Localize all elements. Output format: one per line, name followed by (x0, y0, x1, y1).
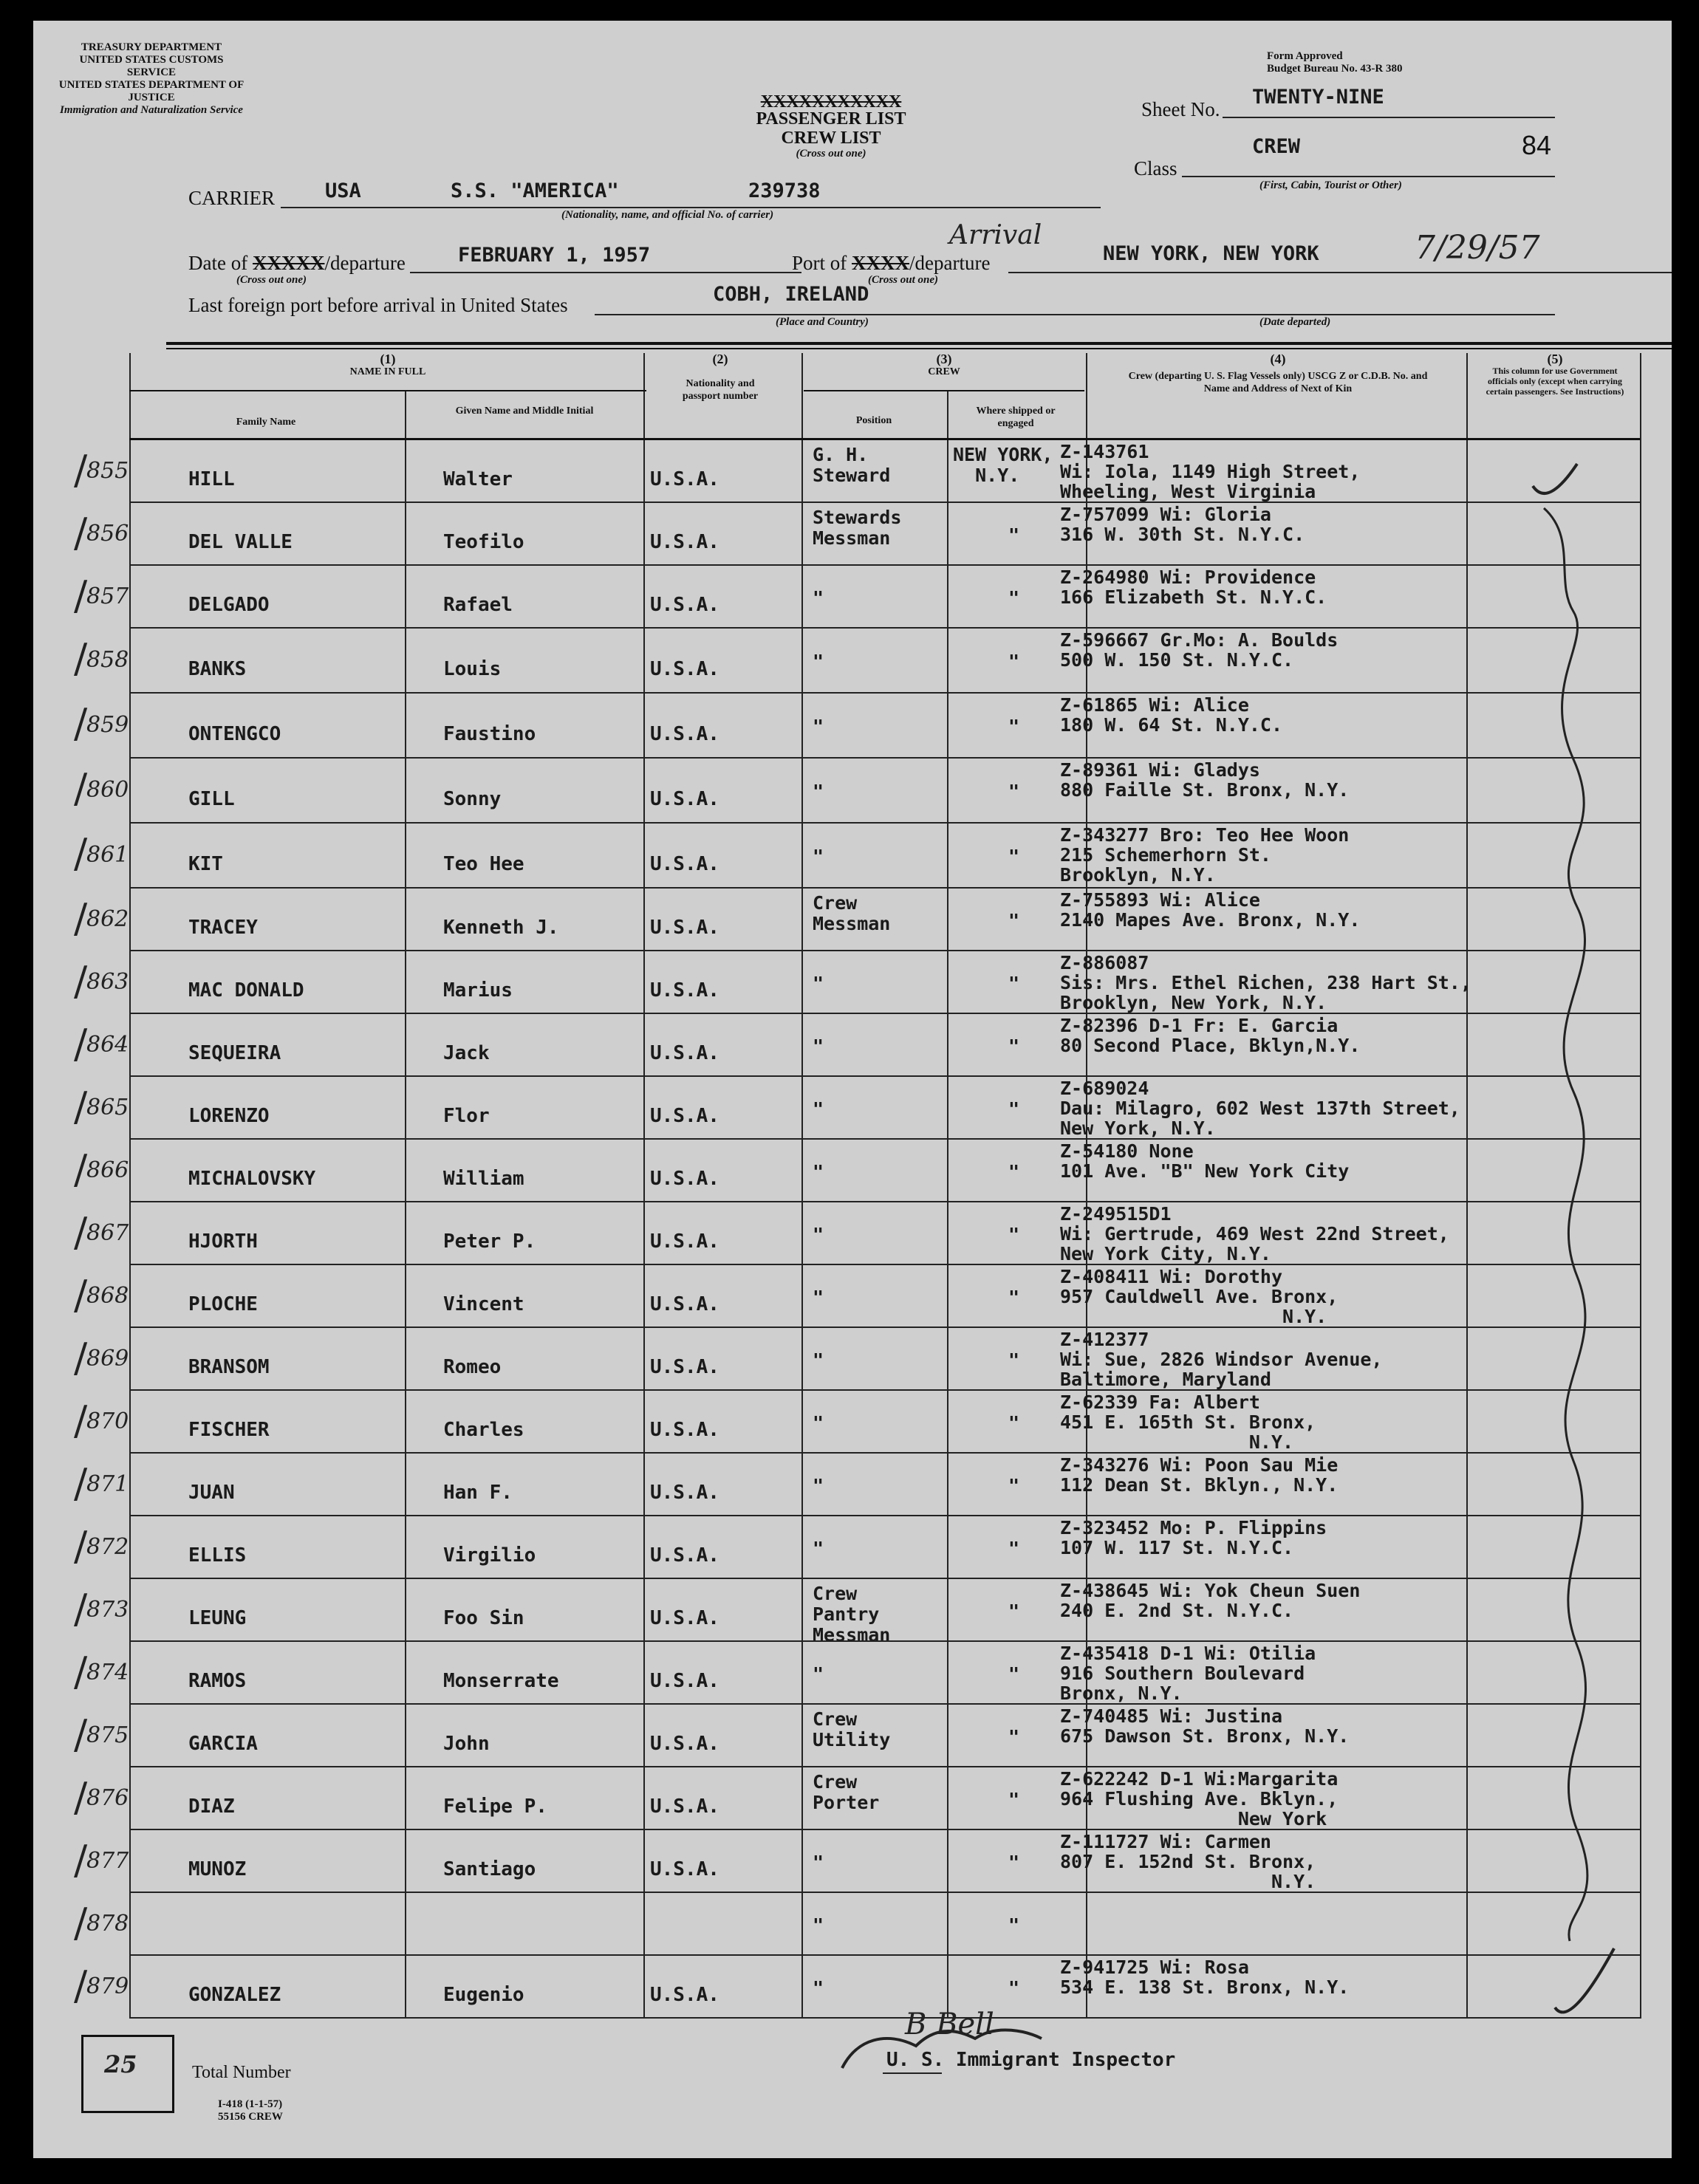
col1-num: (1) (380, 352, 396, 366)
col3a-header: Position (855, 415, 892, 426)
nationality: U.S.A. (650, 1356, 719, 1379)
row-number: 870 (86, 1408, 129, 1434)
where-shipped: " (1008, 1663, 1020, 1685)
sheet-value: TWENTY-NINE (1252, 86, 1384, 109)
row-number: 864 (86, 1031, 129, 1058)
title-struck: XXXXXXXXXXX (760, 92, 902, 112)
where-shipped: " (1008, 524, 1020, 546)
tick-mark-icon: / (74, 699, 88, 747)
col2-title: Nationality and passport number (682, 378, 759, 402)
position: " (813, 1976, 824, 1999)
given-name: Marius (443, 979, 513, 1002)
family-name: MICHALOVSKY (188, 1168, 316, 1191)
next-of-kin: Z-757099 Wi: Gloria 316 W. 30th St. N.Y.C. (1060, 504, 1305, 545)
given-name: Felipe P. (443, 1796, 547, 1818)
where-shipped: " (1008, 845, 1020, 867)
port-value: NEW YORK, NEW YORK (1103, 242, 1319, 265)
position: " (813, 1160, 824, 1182)
family-name: ELLIS (188, 1544, 247, 1567)
position: " (813, 715, 824, 737)
tick-mark-icon: / (74, 1459, 88, 1507)
nationality: U.S.A. (650, 1733, 719, 1756)
given-name: John (443, 1733, 490, 1756)
tick-mark-icon: / (74, 1083, 88, 1130)
nationality: U.S.A. (650, 722, 719, 745)
family-name: SEQUEIRA (188, 1042, 281, 1065)
form-approved-text: Form Approved (1267, 50, 1343, 62)
class-hint: (First, Cabin, Tourist or Other) (1259, 179, 1402, 191)
nationality: U.S.A. (650, 1544, 719, 1567)
port-label-post: /departure (909, 252, 991, 274)
row-number: 877 (86, 1847, 129, 1874)
date-cross-hint: (Cross out one) (236, 274, 307, 286)
next-of-kin: Z-408411 Wi: Dorothy 957 Cauldwell Ave. Bronx, N.Y. (1060, 1266, 1339, 1327)
carrier-label: CARRIER (188, 187, 276, 209)
check-mark-icon (1555, 1948, 1614, 2012)
next-of-kin: Z-62339 Fa: Albert 451 E. 165th St. Bronx, N.Y. (1060, 1391, 1316, 1453)
col2-num: (2) (712, 352, 728, 366)
tick-mark-icon: / (74, 1711, 88, 1758)
where-shipped: " (1008, 1537, 1020, 1559)
next-of-kin: Z-755893 Wi: Alice 2140 Mapes Ave. Bronx, N.Y. (1060, 889, 1361, 931)
where-shipped: " (1008, 1788, 1020, 1810)
row-number: 861 (86, 841, 129, 868)
inspector-signature: B Bell (905, 2007, 994, 2041)
nationality: U.S.A. (650, 787, 719, 810)
budget-bureau: Budget Bureau No. 43-R 380 (1267, 63, 1403, 75)
nationality: U.S.A. (650, 1042, 719, 1065)
tick-mark-icon: / (74, 1773, 88, 1821)
position: " (813, 650, 824, 672)
tick-mark-icon: / (74, 1836, 88, 1883)
position: " (813, 586, 824, 609)
given-name: Eugenio (443, 1984, 524, 2007)
where-shipped: " (1008, 780, 1020, 802)
nationality: U.S.A. (650, 1168, 719, 1191)
agency-line: UNITED STATES CUSTOMS SERVICE (79, 54, 224, 78)
position: " (813, 1914, 824, 1936)
position: " (813, 1537, 824, 1559)
given-name: Flor (443, 1105, 490, 1128)
col3b-header: Where shipped or engaged (976, 405, 1056, 429)
family-name: ONTENGCO (188, 722, 281, 745)
where-shipped: " (1008, 1098, 1020, 1120)
next-of-kin: Z-343277 Bro: Teo Hee Woon 215 Schemerhorn St. Brooklyn, N.Y. (1060, 824, 1350, 886)
where-shipped: " (1008, 909, 1020, 931)
position: " (813, 845, 824, 867)
position: Stewards Messman (813, 507, 902, 549)
next-of-kin: Z-412377 Wi: Sue, 2826 Windsor Avenue, Baltimore, Maryland (1060, 1329, 1383, 1390)
family-name: FISCHER (188, 1419, 270, 1442)
date-label-pre: Date of (188, 252, 248, 274)
family-name: GONZALEZ (188, 1984, 281, 2007)
row-number: 862 (86, 906, 129, 932)
row-number: 859 (86, 711, 129, 738)
position: " (813, 1098, 824, 1120)
where-shipped: " (1008, 1474, 1020, 1496)
carrier-name: S.S. "AMERICA" (451, 179, 619, 202)
tick-mark-icon: / (74, 1208, 88, 1256)
tick-mark-icon: / (74, 829, 88, 877)
next-of-kin: Z-264980 Wi: Providence 166 Elizabeth St. N.Y.C. (1060, 566, 1327, 608)
next-of-kin: Z-886087 Sis: Mrs. Ethel Richen, 238 Hart St., Brooklyn, New York, N.Y. (1060, 952, 1471, 1013)
given-name: Monserrate (443, 1670, 559, 1693)
nationality: U.S.A. (650, 1984, 719, 2007)
total-label: Total Number (192, 2063, 291, 2082)
family-name: DIAZ (188, 1796, 235, 1818)
row-number: 860 (86, 776, 129, 803)
col1-title: NAME IN FULL (349, 366, 426, 377)
family-name: MAC DONALD (188, 979, 304, 1002)
nationality: U.S.A. (650, 1419, 719, 1442)
given-name: Teo Hee (443, 852, 524, 875)
nationality: U.S.A. (650, 1670, 719, 1693)
last-port-value: COBH, IRELAND (713, 283, 869, 306)
nationality: U.S.A. (650, 917, 719, 939)
nationality: U.S.A. (650, 468, 719, 491)
inspector-title: U. S. Immigrant Inspector (886, 2049, 1176, 2071)
nationality: U.S.A. (650, 594, 719, 617)
row-number: 858 (86, 646, 129, 673)
position: Crew Pantry Messman (813, 1583, 891, 1646)
given-name: Charles (443, 1419, 524, 1442)
family-name: GARCIA (188, 1733, 258, 1756)
tick-mark-icon: / (74, 1397, 88, 1444)
port-cross-hint: (Cross out one) (868, 274, 939, 286)
col4-num: (4) (1270, 352, 1286, 366)
where-shipped: " (1008, 1223, 1020, 1245)
row-number: 867 (86, 1219, 129, 1246)
next-of-kin: Z-343276 Wi: Poon Sau Mie 112 Dean St. Bklyn., N.Y. (1060, 1454, 1339, 1496)
position: " (813, 780, 824, 802)
tick-mark-icon: / (74, 446, 88, 493)
nationality: U.S.A. (650, 1796, 719, 1818)
family-name: LEUNG (188, 1607, 247, 1630)
page-number: 84 (1522, 130, 1552, 160)
inspector-marks (33, 21, 1672, 2158)
tick-mark-icon: / (74, 1334, 88, 1381)
next-of-kin: Z-82396 D-1 Fr: E. Garcia 80 Second Place, Bklyn,N.Y. (1060, 1015, 1361, 1056)
row-number: 866 (86, 1157, 129, 1183)
given-name: William (443, 1168, 524, 1191)
row-number: 856 (86, 520, 129, 547)
total-box (81, 2035, 174, 2113)
wavy-line-icon (1544, 508, 1587, 1941)
next-of-kin: Z-740485 Wi: Justina 675 Dawson St. Bronx, N.Y. (1060, 1705, 1350, 1747)
next-of-kin: Z-438645 Wi: Yok Cheun Suen 240 E. 2nd St. N.Y.C. (1060, 1580, 1361, 1621)
row-number: 871 (86, 1471, 129, 1497)
row-number: 878 (86, 1910, 129, 1937)
carrier-hint: (Nationality, name, and official No. of carrier) (561, 209, 774, 221)
next-of-kin: Z-941725 Wi: Rosa 534 E. 138 St. Bronx, N.Y. (1060, 1957, 1350, 1998)
family-name: BANKS (188, 657, 247, 680)
family-name: LORENZO (188, 1105, 270, 1128)
given-name: Teofilo (443, 531, 524, 554)
nationality: U.S.A. (650, 657, 719, 680)
sheet-label: Sheet No. (1141, 98, 1220, 120)
class-label: Class (1134, 157, 1177, 179)
position: " (813, 1474, 824, 1496)
next-of-kin: Z-435418 D-1 Wi: Otilia 916 Southern Boulevard Bronx, N.Y. (1060, 1643, 1316, 1704)
carrier-number: 239738 (748, 179, 821, 202)
date-struck: XXXXX (252, 252, 325, 274)
where-shipped: " (1008, 1851, 1020, 1873)
handwritten-date: 7/29/57 (1415, 229, 1540, 267)
where-shipped: " (1008, 1349, 1020, 1371)
family-name: TRACEY (188, 917, 258, 939)
given-name: Faustino (443, 722, 536, 745)
nationality: U.S.A. (650, 1482, 719, 1505)
next-of-kin: Z-54180 None 101 Ave. "B" New York City (1060, 1140, 1350, 1182)
where-shipped: " (1008, 1411, 1020, 1434)
given-name: Jack (443, 1042, 490, 1065)
cross-out-hint: (Cross out one) (796, 148, 866, 160)
family-name: HJORTH (188, 1230, 258, 1253)
position: Crew Messman (813, 892, 891, 934)
next-of-kin: Z-596667 Gr.Mo: A. Boulds 500 W. 150 St. N.Y.C. (1060, 629, 1339, 671)
family-name: PLOCHE (188, 1293, 258, 1316)
col1b-header: Given Name and Middle Initial (455, 405, 594, 417)
tick-mark-icon: / (74, 764, 88, 812)
row-number: 879 (86, 1973, 129, 1999)
agency-line: UNITED STATES DEPARTMENT OF JUSTICE (58, 79, 245, 103)
row-number: 855 (86, 457, 129, 484)
row-number: 869 (86, 1345, 129, 1372)
tick-mark-icon: / (74, 509, 88, 556)
tick-mark-icon: / (74, 1648, 88, 1695)
given-name: Vincent (443, 1293, 524, 1316)
where-shipped: " (1008, 1725, 1020, 1747)
class-value: CREW (1252, 135, 1301, 158)
nationality: U.S.A. (650, 531, 719, 554)
inspector-underline (883, 2072, 942, 2074)
last-port-label: Last foreign port before arrival in United States (188, 294, 568, 316)
position: " (813, 1286, 824, 1308)
tick-mark-icon: / (74, 572, 88, 619)
where-shipped: " (1008, 1976, 1020, 1999)
row-number: 873 (86, 1596, 129, 1623)
crew-list-document (33, 21, 1672, 2158)
nationality: U.S.A. (650, 1105, 719, 1128)
where-shipped: " (1008, 1600, 1020, 1622)
total-value: 25 (104, 2050, 137, 2078)
date-value: FEBRUARY 1, 1957 (458, 244, 651, 267)
where-shipped: " (1008, 586, 1020, 609)
nationality: U.S.A. (650, 1293, 719, 1316)
given-name: Virgilio (443, 1544, 536, 1567)
col1a-header: Family Name (236, 417, 296, 428)
position: " (813, 1663, 824, 1685)
next-of-kin: Z-323452 Mo: P. Flippins 107 W. 117 St. N.Y.C. (1060, 1517, 1327, 1558)
position: Crew Porter (813, 1771, 880, 1813)
next-of-kin: Z-689024 Dau: Milagro, 602 West 137th Street, New York, N.Y. (1060, 1078, 1460, 1139)
port-label-pre: Port of (792, 252, 847, 274)
check-mark-icon (1533, 464, 1577, 493)
where-shipped: " (1008, 1914, 1020, 1936)
family-name: DELGADO (188, 594, 270, 617)
family-name: GILL (188, 787, 235, 810)
family-name: KIT (188, 852, 223, 875)
tick-mark-icon: / (74, 1899, 88, 1946)
carrier-nationality: USA (325, 179, 361, 202)
col5-title: This column for use Government officials only (except when carrying certain passengers. See Instructions) (1486, 366, 1624, 397)
nationality: U.S.A. (650, 1230, 719, 1253)
given-name: Sonny (443, 787, 502, 810)
port-handwritten: Arrival (949, 220, 1042, 250)
family-name: JUAN (188, 1482, 235, 1505)
row-number: 863 (86, 968, 129, 995)
given-name: Santiago (443, 1858, 536, 1881)
position: " (813, 1035, 824, 1057)
where-shipped: " (1008, 650, 1020, 672)
position: " (813, 1349, 824, 1371)
row-number: 857 (86, 583, 129, 609)
position: Crew Utility (813, 1708, 891, 1750)
tick-mark-icon: / (74, 894, 88, 942)
nationality: U.S.A. (650, 1607, 719, 1630)
family-name: DEL VALLE (188, 531, 293, 554)
position: " (813, 972, 824, 994)
date-label-post: /departure (324, 252, 406, 274)
nationality: U.S.A. (650, 852, 719, 875)
agency-line: Immigration and Naturalization Service (60, 104, 243, 116)
given-name: Louis (443, 657, 502, 680)
date-departed-hint: (Date departed) (1259, 316, 1331, 328)
form-id-block (218, 2098, 283, 2123)
tick-mark-icon: / (74, 1146, 88, 1193)
row-number: 874 (86, 1659, 129, 1685)
agency-line: TREASURY DEPARTMENT (81, 41, 222, 53)
next-of-kin: Z-249515D1 Wi: Gertrude, 469 West 22nd Street, New York City, N.Y. (1060, 1203, 1449, 1264)
given-name: Walter (443, 468, 513, 491)
nationality: U.S.A. (650, 1858, 719, 1881)
family-name: MUNOZ (188, 1858, 247, 1881)
position: G. H. Steward (813, 444, 891, 486)
place-hint: (Place and Country) (776, 316, 869, 328)
given-name: Han F. (443, 1482, 513, 1505)
next-of-kin: Z-89361 Wi: Gladys 880 Faille St. Bronx, N.Y. (1060, 759, 1350, 801)
position: " (813, 1411, 824, 1434)
next-of-kin: Z-622242 D-1 Wi:Margarita 964 Flushing Ave. Bklyn., New York (1060, 1768, 1339, 1829)
given-name: Peter P. (443, 1230, 536, 1253)
given-name: Rafael (443, 594, 513, 617)
tick-mark-icon: / (74, 1020, 88, 1067)
given-name: Romeo (443, 1356, 502, 1379)
row-number: 865 (86, 1094, 129, 1120)
given-name: Kenneth J. (443, 917, 559, 939)
col4-title: Crew (departing U. S. Flag Vessels only) USCG Z or C.D.B. No. and Name and Address of Next of Kin (1128, 371, 1428, 394)
next-of-kin: Z-143761 Wi: Iola, 1149 High Street, Wheeling, West Virginia (1060, 441, 1361, 502)
tick-mark-icon: / (74, 1271, 88, 1318)
form-code: 55156 CREW (218, 2111, 283, 2123)
tick-mark-icon: / (74, 1585, 88, 1632)
title-passenger: PASSENGER LIST (756, 109, 906, 129)
where-shipped: " (1008, 1035, 1020, 1057)
row-number: 876 (86, 1784, 129, 1811)
where-shipped: " (1008, 1286, 1020, 1308)
family-name: BRANSOM (188, 1356, 270, 1379)
family-name: HILL (188, 468, 235, 491)
position: " (813, 1223, 824, 1245)
where-shipped: " (1008, 972, 1020, 994)
port-struck: XXXX (852, 252, 909, 274)
title-crew: CREW LIST (781, 129, 881, 148)
row-number: 875 (86, 1722, 129, 1748)
tick-mark-icon: / (74, 1962, 88, 2009)
col5-num: (5) (1547, 352, 1563, 366)
position: " (813, 1851, 824, 1873)
where-shipped: NEW YORK, N.Y. (953, 444, 1053, 486)
given-name: Foo Sin (443, 1607, 524, 1630)
row-number: 872 (86, 1533, 129, 1560)
col3-num: (3) (936, 352, 952, 366)
where-shipped: " (1008, 715, 1020, 737)
nationality: U.S.A. (650, 979, 719, 1002)
next-of-kin: Z-61865 Wi: Alice 180 W. 64 St. N.Y.C. (1060, 694, 1283, 736)
tick-mark-icon: / (74, 1522, 88, 1569)
where-shipped: " (1008, 1160, 1020, 1182)
next-of-kin: Z-111727 Wi: Carmen 807 E. 152nd St. Bronx, N.Y. (1060, 1831, 1316, 1892)
col3-title: CREW (928, 366, 960, 377)
tick-mark-icon: / (74, 634, 88, 682)
family-name: RAMOS (188, 1670, 247, 1693)
form-id: I-418 (1-1-57) (218, 2098, 283, 2110)
row-number: 868 (86, 1282, 129, 1309)
tick-mark-icon: / (74, 957, 88, 1004)
